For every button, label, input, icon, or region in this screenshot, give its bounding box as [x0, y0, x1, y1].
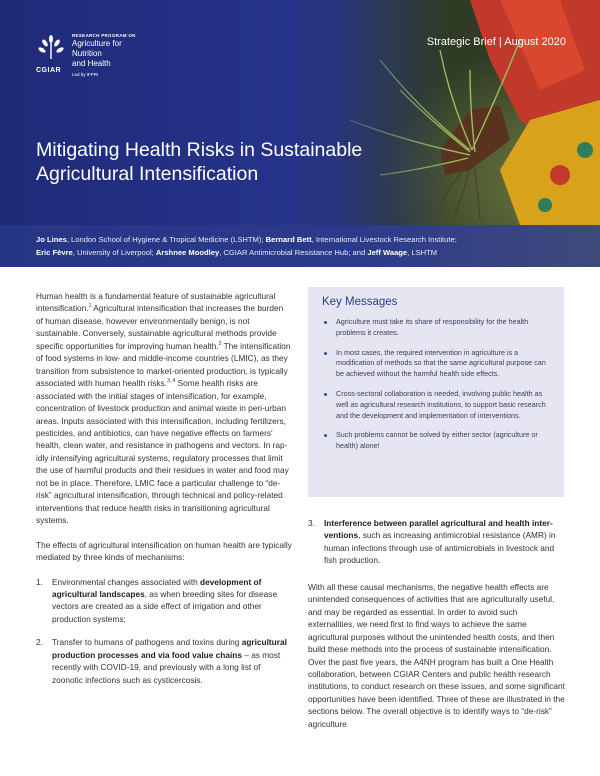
author-affiliation: , CGIAR Antimicrobial Resistance Hub; and [219, 248, 368, 257]
author-affiliation: , University of Liverpool; [72, 248, 156, 257]
intro-paragraph [36, 290, 292, 527]
logo-line-1: Agriculture for [72, 39, 122, 48]
mechanism-emphasis: Interference between parallel agricultural and health interventions [324, 518, 553, 541]
author-name: Eric Fèvre [36, 248, 73, 257]
closing-paragraph: With all these causal mechanisms, the negative health effects are unintended consequences of activities that are agriculturally useful, and may be regarded as essential. In order to avoid such externalities, we need first to find ways to achieve the same agricultural purposes without the unintended health costs, and then build these methods into the process of sustainable intensification. Over the past five years, the A4NH program has built a One Health collaboration, between CGIAR Centers and public health research institutions, to conduct research on these issues, and some significant opportunities have been identified. Three of these are illustrated in the sections below. The overall objective is to identify ways to “de-risk” agriculture [308, 581, 565, 729]
authors-line-1 [36, 233, 600, 246]
mechanism-text: – as most recently with COVID-19, and previously with a long list of zoonotic infections such as cysticercosis. [52, 649, 281, 685]
author-affiliation: , London School of Hygiene & Tropical Medicine (LSHTM); [66, 235, 266, 244]
brief-date: Strategic Brief | August 2020 [426, 36, 566, 48]
mechanism-emphasis: agricultural production processes and via food value chains [52, 637, 287, 660]
intro-text: Some health risks are associated with the initial stages of intensification, for example, concentration of livestock production and animal waste in peri-urban areas. Inputs associated with this intensification, including fertilizers, pesticides, and antibiotics, can have negative effects on farmers' health, clean water, and resistance in pathogens and vectors. In rapidly intensifying agricultural systems, regulatory processes that limit the use of harmful products and their residues in water and food may not be in place. Therefore, LMIC face a particular challenge to “de-risk” agricultural intensification, through technical and policy-related interventions that reduce health risks in transitioning agricultural systems. [36, 378, 289, 526]
key-messages-title: Key Messages [322, 296, 398, 308]
hero-banner [0, 0, 600, 225]
mechanisms-intro: The effects of agricultural intensification on human health are typically mediated by three kinds of mechanisms: [36, 539, 292, 563]
key-message-text: Such problems cannot be solved by either sector (agriculture or health) alone! [336, 430, 538, 451]
cgiar-label: CGIAR [36, 67, 62, 74]
key-message-text: In most cases, the required intervention in agriculture is a modification of methods so that the same agricultural purpose can be achieved without the harmful health side effects. [336, 347, 546, 379]
mechanism-item [36, 576, 292, 626]
key-message-text: Cross-sectoral collaboration is needed, involving public health as well as agricultural research institutions, to support basic research and the development and implementation of interventions. [336, 388, 546, 420]
mechanism-text: Environmental changes associated with [52, 576, 201, 587]
mechanism-text: , such as increasing antimicrobial resistance (AMR) in human infections through use of antimicrobials in livestock and fish production. [324, 530, 556, 566]
key-messages-box [308, 287, 564, 497]
footnote-ref: 1 [88, 303, 92, 310]
key-message-text: Agriculture must take its share of responsibility for the health problems it creates. [336, 317, 529, 337]
bullet-icon [324, 393, 327, 396]
page-title: Mitigating Health Risks in Sustainable Agricultural Intensification [36, 139, 363, 185]
mechanism-item [308, 517, 566, 567]
key-message-item [322, 389, 550, 421]
author-affiliation: , LSHTM [407, 248, 438, 257]
authors-line-2 [36, 246, 600, 259]
intro-text: The intensification of food systems in low- and middle-income countries (LMIC), as they transition from subsistence to market-oriented production, is typically associated with human health risks. [36, 340, 291, 389]
mechanism-item [36, 636, 292, 686]
author-name: Jo Lines [36, 235, 67, 244]
author-affiliation: , International Livestock Research Institute; [311, 235, 457, 244]
logo-program-line: RESEARCH PROGRAM ON [72, 33, 136, 38]
mechanism-text: , as when breeding sites for disease vectors are created as a side effect of irrigation and other production systems; [52, 588, 278, 624]
mechanisms-list [36, 576, 292, 687]
mechanism-emphasis: development of agricultural landscapes [52, 576, 262, 599]
right-column [308, 517, 566, 730]
intro-text: Agricultural intensification that increases the burden of human disease, however environmentally benign, is not sustainable. Conversely, sustainable agricultural methods provide specific opportunities for improving human health. [36, 303, 284, 351]
key-message-item [322, 317, 550, 339]
key-message-item [322, 430, 550, 452]
list-number: 3. [308, 518, 315, 528]
authors-bar [0, 225, 600, 267]
bullet-icon [324, 352, 327, 355]
intro-text: Human health is a fundamental feature of sustainable agricultural intensification. [36, 291, 276, 314]
left-column [36, 290, 292, 697]
author-name: Arshnee Moodley [155, 248, 220, 257]
list-number: 1. [36, 576, 43, 587]
footnote-ref: 3, 4 [166, 378, 176, 385]
mechanism-text: Transfer to humans of pathogens and toxins during [52, 637, 242, 648]
key-message-item [322, 348, 550, 380]
author-name: Bernard Bett [265, 235, 312, 244]
logo-led-by: Led by IFPRI [72, 72, 99, 77]
bullet-icon [324, 434, 327, 437]
logo-line-2: Nutrition [72, 49, 102, 58]
cgiar-wheat-icon [36, 33, 66, 71]
footnote-ref: 2 [218, 341, 222, 348]
author-name: Jeff Waage [367, 248, 408, 257]
logo-line-3: and Health [72, 59, 111, 68]
list-number: 2. [36, 637, 43, 648]
bullet-icon [324, 321, 327, 324]
key-messages-list [322, 317, 550, 452]
logo-text [72, 33, 136, 77]
